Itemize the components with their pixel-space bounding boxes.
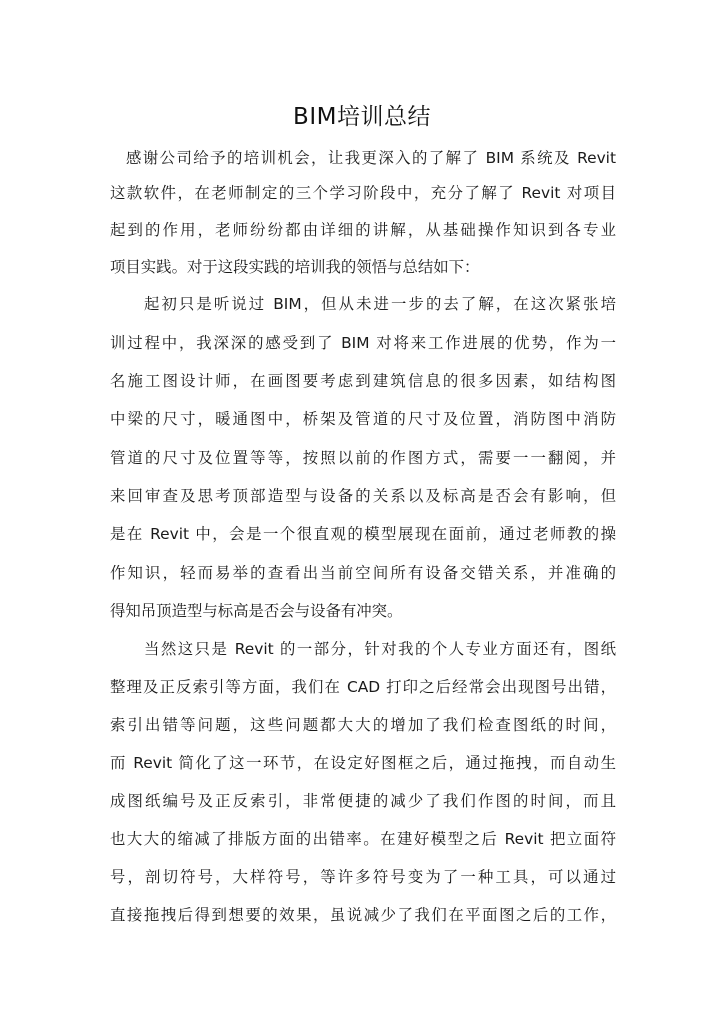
paragraph-line: 中梁的尺寸，暖通图中，桥架及管道的尺寸及位置，消防图中消防 [110, 410, 616, 428]
paragraph-line: 成图纸编号及正反索引，非常便捷的减少了我们作图的时间，而且 [110, 792, 616, 810]
paragraph-line: 名施工图设计师，在画图要考虑到建筑信息的很多因素，如结构图 [110, 372, 616, 390]
paragraph-line: 索引出错等问题，这些问题都大大的增加了我们检查图纸的时间， [110, 716, 616, 734]
paragraph-line: 项目实践。对于这段实践的培训我的领悟与总结如下： [110, 258, 480, 276]
paragraph-line: 当然这只是 Revit 的一部分，针对我的个人专业方面还有，图纸 [144, 640, 616, 658]
paragraph-line: 也大大的缩减了排版方面的出错率。在建好模型之后 Revit 把立面符 [110, 830, 616, 848]
paragraph-line: 作知识，轻而易举的查看出当前空间所有设备交错关系，并准确的 [110, 564, 616, 582]
paragraph-line: 号，剖切符号，大样符号，等许多符号变为了一种工具，可以通过 [110, 868, 616, 886]
document-title: BIM培训总结 [293, 104, 431, 130]
paragraph-line: 而 Revit 简化了这一环节，在设定好图框之后，通过拖拽，而自动生 [110, 754, 616, 772]
paragraph-line: 管道的尺寸及位置等等，按照以前的作图方式，需要一一翻阅，并 [110, 449, 616, 467]
paragraph-line: 训过程中，我深深的感受到了 BIM 对将来工作进展的优势，作为一 [110, 334, 616, 352]
paragraph-line: 感谢公司给予的培训机会，让我更深入的了解了 BIM 系统及 Revit [126, 149, 616, 167]
paragraph-line: 起到的作用，老师纷纷都由详细的讲解，从基础操作知识到各专业 [110, 221, 616, 239]
paragraph-line: 是在 Revit 中，会是一个很直观的模型展现在面前，通过老师教的操 [110, 525, 616, 543]
paragraph-line: 得知吊顶造型与标高是否会与设备有冲突。 [110, 602, 403, 620]
paragraph-line: 整理及正反索引等方面，我们在 CAD 打印之后经常会出现图号出错， [110, 678, 616, 696]
paragraph-line: 来回审查及思考顶部造型与设备的关系以及标高是否会有影响，但 [110, 487, 616, 505]
paragraph-line: 这款软件，在老师制定的三个学习阶段中，充分了解了 Revit 对项目 [110, 184, 616, 202]
paragraph-line: 直接拖拽后得到想要的效果，虽说减少了我们在平面图之后的工作， [110, 906, 616, 924]
paragraph-line: 起初只是听说过 BIM，但从未进一步的去了解，在这次紧张培 [144, 295, 616, 313]
